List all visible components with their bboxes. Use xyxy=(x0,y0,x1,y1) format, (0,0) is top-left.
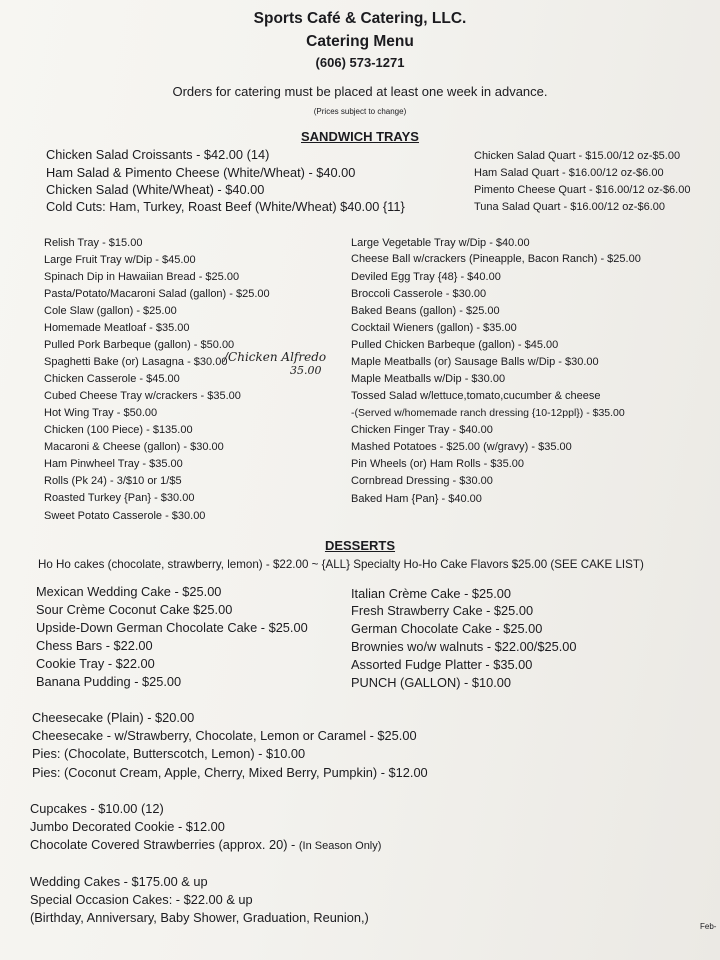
list-item: Pimento Cheese Quart - $16.00/12 oz-$6.00 xyxy=(474,184,691,196)
sandwich-trays-heading: SANDWICH TRAYS xyxy=(301,129,419,144)
list-item: Rolls (Pk 24) - 3/$10 or 1/$5 xyxy=(44,475,182,487)
list-item: Fresh Strawberry Cake - $25.00 xyxy=(351,603,534,618)
list-item: Banana Pudding - $25.00 xyxy=(36,674,182,689)
list-item: Deviled Egg Tray {48} - $40.00 xyxy=(351,271,501,283)
list-item: Special Occasion Cakes: - $22.00 & up xyxy=(30,892,253,907)
list-item: Ham Pinwheel Tray - $35.00 xyxy=(44,458,183,470)
list-item: Cubed Cheese Tray w/crackers - $35.00 xyxy=(44,390,241,402)
list-item: Pies: (Coconut Cream, Apple, Cherry, Mixed Berry, Pumpkin) - $12.00 xyxy=(32,765,428,780)
list-item: Chicken Salad Croissants - $42.00 (14) xyxy=(46,147,270,162)
desserts-heading: DESSERTS xyxy=(324,538,396,553)
list-item: Pies: (Chocolate, Butterscotch, Lemon) - $10.00 xyxy=(32,746,306,761)
list-item: Cocktail Wieners (gallon) - $35.00 xyxy=(351,322,517,334)
list-item: Chicken Salad Quart - $15.00/12 oz-$5.00 xyxy=(474,150,681,162)
list-item: PUNCH (GALLON) - $10.00 xyxy=(351,675,512,690)
list-item: Brownies wo/w walnuts - $22.00/$25.00 xyxy=(351,639,577,654)
list-item: Chocolate Covered Strawberries (approx. 20) - (In Season Only) xyxy=(30,837,382,852)
list-item: Tuna Salad Quart - $16.00/12 oz-$6.00 xyxy=(474,201,665,213)
prices-note: (Prices subject to change) xyxy=(313,107,407,116)
list-item: Assorted Fudge Platter - $35.00 xyxy=(351,657,533,672)
corner-date-fragment: Feb- xyxy=(700,922,717,931)
list-item: Baked Beans (gallon) - $25.00 xyxy=(351,305,500,317)
list-item: Upside-Down German Chocolate Cake - $25.00 xyxy=(36,620,308,635)
list-item: Cookie Tray - $22.00 xyxy=(36,656,155,671)
menu-title: Catering Menu xyxy=(306,33,414,50)
hoho-cakes-line: Ho Ho cakes (chocolate, strawberry, lemon) - $22.00 ~ {ALL} Specialty Ho-Ho Cake Flavors $25.00 (SEE CAKE LIST) xyxy=(38,558,644,571)
list-item: Maple Meatballs w/Dip - $30.00 xyxy=(351,373,506,385)
list-item: Relish Tray - $15.00 xyxy=(44,237,143,249)
list-item: Pulled Pork Barbeque (gallon) - $50.00 xyxy=(44,339,235,351)
phone-number: (606) 573-1271 xyxy=(315,55,405,70)
list-item: Mexican Wedding Cake - $25.00 xyxy=(36,584,222,599)
list-item: Pin Wheels (or) Ham Rolls - $35.00 xyxy=(351,458,525,470)
list-item: -(Served w/homemade ranch dressing {10-12ppl}) - $35.00 xyxy=(351,407,625,419)
list-item: Spaghetti Bake (or) Lasagna - $30.00 xyxy=(44,356,228,368)
list-item: Cole Slaw (gallon) - $25.00 xyxy=(44,305,177,317)
list-item: (Birthday, Anniversary, Baby Shower, Graduation, Reunion,) xyxy=(30,910,369,925)
advance-notice: Orders for catering must be placed at least one week in advance. xyxy=(172,84,548,99)
list-item: Roasted Turkey {Pan} - $30.00 xyxy=(44,492,195,504)
handwritten-note: /Chicken Alfredo xyxy=(224,350,327,364)
list-item: Cheesecake - w/Strawberry, Chocolate, Lemon or Caramel - $25.00 xyxy=(32,728,417,743)
list-item: Cornbread Dressing - $30.00 xyxy=(351,475,493,487)
in-season-note: (In Season Only) xyxy=(298,840,382,852)
list-item: Spinach Dip in Hawaiian Bread - $25.00 xyxy=(44,271,240,283)
list-item: Chicken (100 Piece) - $135.00 xyxy=(44,424,193,436)
business-name: Sports Café & Catering, LLC. xyxy=(253,10,467,27)
list-item: Chicken Casserole - $45.00 xyxy=(44,373,180,385)
list-item: Chicken Finger Tray - $40.00 xyxy=(351,424,493,436)
list-item: Italian Crème Cake - $25.00 xyxy=(351,586,512,601)
list-item: Hot Wing Tray - $50.00 xyxy=(44,407,158,419)
list-item: Jumbo Decorated Cookie - $12.00 xyxy=(30,819,225,834)
list-item: Chicken Salad (White/Wheat) - $40.00 xyxy=(46,182,265,197)
list-item: Cheese Ball w/crackers (Pineapple, Bacon Ranch) - $25.00 xyxy=(351,253,641,265)
list-item: Sour Crème Coconut Cake $25.00 xyxy=(36,602,233,617)
list-item: Cheesecake (Plain) - $20.00 xyxy=(32,710,195,725)
list-item: Large Vegetable Tray w/Dip - $40.00 xyxy=(351,237,530,249)
list-item: Pulled Chicken Barbeque (gallon) - $45.00 xyxy=(351,339,559,351)
list-item: Ham Salad Quart - $16.00/12 oz-$6.00 xyxy=(474,167,664,179)
list-item: Chess Bars - $22.00 xyxy=(36,638,153,653)
list-item: German Chocolate Cake - $25.00 xyxy=(351,621,543,636)
list-item: Homemade Meatloaf - $35.00 xyxy=(44,322,190,334)
list-item: Cupcakes - $10.00 (12) xyxy=(30,801,164,816)
list-item: Large Fruit Tray w/Dip - $45.00 xyxy=(44,254,196,266)
list-item: Sweet Potato Casserole - $30.00 xyxy=(44,510,206,522)
list-item: Broccoli Casserole - $30.00 xyxy=(351,288,487,300)
list-item: Pasta/Potato/Macaroni Salad (gallon) - $25.00 xyxy=(44,288,270,300)
list-item: Baked Ham {Pan} - $40.00 xyxy=(351,493,482,505)
list-item: Maple Meatballs (or) Sausage Balls w/Dip - $30.00 xyxy=(351,356,599,368)
list-item: Tossed Salad w/lettuce,tomato,cucumber & cheese xyxy=(351,390,601,402)
list-item: Macaroni & Cheese (gallon) - $30.00 xyxy=(44,441,224,453)
list-item: Cold Cuts: Ham, Turkey, Roast Beef (White/Wheat) $40.00 {11} xyxy=(46,199,405,214)
list-item: Mashed Potatoes - $25.00 (w/gravy) - $35.00 xyxy=(351,441,572,453)
list-item: Wedding Cakes - $175.00 & up xyxy=(30,874,208,889)
handwritten-price: 35.00 xyxy=(290,364,322,377)
list-item: Ham Salad & Pimento Cheese (White/Wheat) - $40.00 xyxy=(46,165,356,180)
